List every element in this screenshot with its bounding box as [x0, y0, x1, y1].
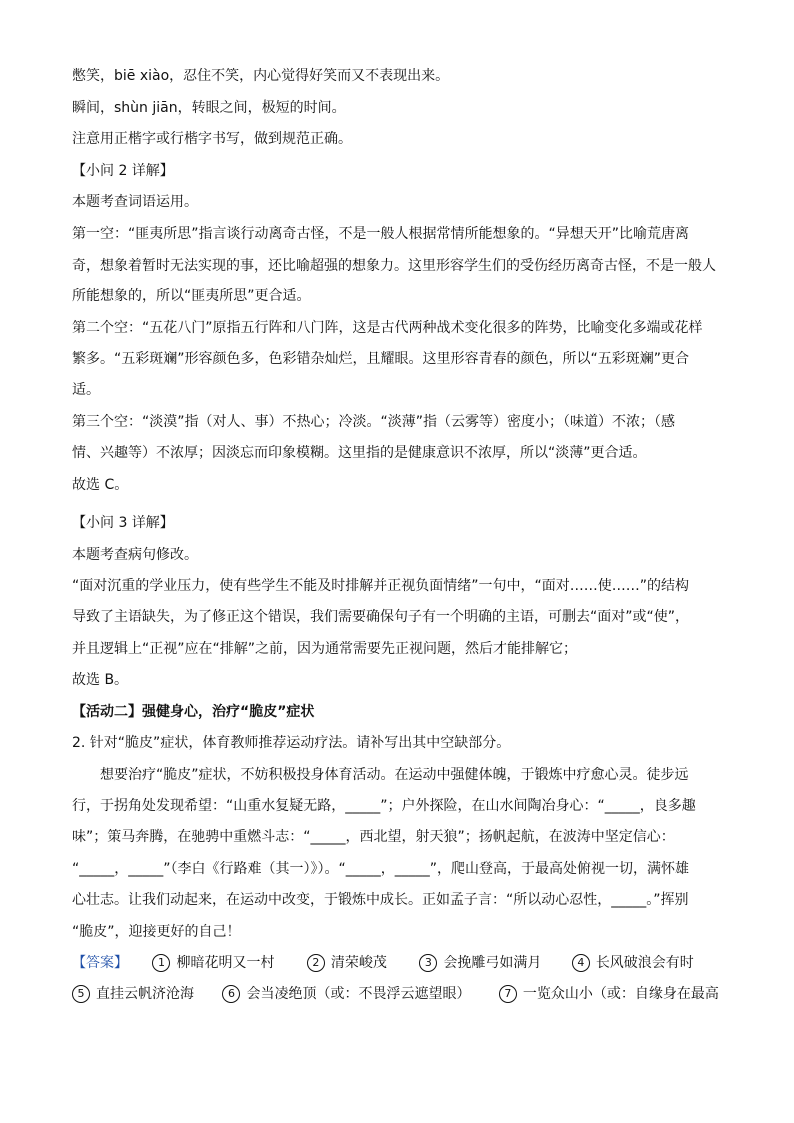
- text-line: 适。: [72, 382, 100, 398]
- text-line: 故选 B。: [72, 672, 129, 688]
- text-line: 并且逻辑上“正视”应在“排解”之前，因为通常需要先正视问题，然后才能排解它；: [72, 641, 578, 657]
- text-line: 第一空：“匪夷所思”指言谈行动离奇古怪，不是一般人根据常情所能想象的。“异想天开”比喻荒唐离: [72, 226, 690, 242]
- answer-item: [419, 953, 541, 973]
- text-line: 故选 C。: [72, 477, 129, 493]
- text-line: 导致了主语缺失，为了修正这个错误，我们需要确保句子有一个明确的主语，可删去“面对”或“使”，: [72, 609, 690, 625]
- circled-number: 6: [222, 985, 240, 1003]
- text-line: 想要治疗“脆皮”症状，不妨积极投身体育活动。在运动中强健体魄，于锻炼中疗愈心灵。徒步远: [100, 767, 689, 783]
- answer-item: [152, 953, 274, 973]
- answer-text: 一览众山小（或：自缘身在最高: [522, 986, 719, 1002]
- text-line: “_____，_____”（李白《行路难（其一）》）。“_____，_____”，爬山登高，于最高处俯视一切，满怀雄: [72, 861, 690, 877]
- answer-item: [307, 953, 387, 973]
- answer-row-2: [72, 984, 719, 1004]
- answer-text: 会挽雕弓如满月: [443, 955, 542, 971]
- text-line: 本题考查病句修改。: [72, 547, 198, 563]
- section-heading: 【小问 2 详解】: [72, 163, 174, 179]
- circled-number: 3: [419, 954, 437, 972]
- text-line: 味”；策马奔腾，在驰骋中重燃斗志：“_____，西北望，射天狼”；扬帆起航，在波涛中坚定信心：: [72, 829, 675, 845]
- circled-number: 2: [307, 954, 325, 972]
- answer-row-1: [72, 953, 694, 973]
- answer-text: 直挂云帆济沧海: [96, 986, 194, 1002]
- text-line: 所能想象的，所以“匪夷所思”更合适。: [72, 288, 311, 304]
- text-line: 第二个空：“五花八门”原指五行阵和八门阵，这是古代两种战术变化很多的阵势，比喻变化多端或花样: [72, 320, 703, 336]
- answer-label: 【答案】: [72, 955, 128, 971]
- text-line: 情、兴趣等）不浓厚；因淡忘而印象模糊。这里指的是健康意识不浓厚，所以“淡薄”更合适。: [72, 445, 647, 461]
- answer-text: 柳暗花明又一村: [176, 955, 275, 971]
- text-line: 奇，想象着暂时无法实现的事，还比喻超强的想象力。这里形容学生们的受伤经历离奇古怪，不是一般人: [72, 258, 716, 274]
- text-line: 第三个空：“淡漠”指（对人、事）不热心；冷淡。“淡薄”指（云雾等）密度小；（味道）不浓；（感: [72, 414, 676, 430]
- text-line: 繁多。“五彩斑斓”形容颜色多，色彩错杂灿烂，且耀眼。这里形容青春的颜色，所以“五彩斑斓”更合: [72, 351, 690, 367]
- circled-number: 1: [152, 954, 170, 972]
- text-line: 憋笑，biē xiào，忍住不笑，内心觉得好笑而又不表现出来。: [72, 68, 450, 84]
- text-line: 行，于拐角处发现希望：“山重水复疑无路，_____”；户外探险，在山水间陶冶身心：“_____，良多趣: [72, 798, 696, 814]
- activity-title: 【活动二】强健身心，治疗“脆皮”症状: [72, 704, 315, 720]
- answer-item: [222, 984, 470, 1004]
- section-heading: 【小问 3 详解】: [72, 515, 174, 531]
- text-line: “脆皮”，迎接更好的自己！: [72, 924, 241, 940]
- circled-number: 5: [72, 985, 90, 1003]
- answer-text: 长风破浪会有时: [595, 955, 694, 971]
- answer-item: [499, 984, 719, 1004]
- answer-item: [572, 953, 694, 973]
- text-line: 注意用正楷字或行楷字书写，做到规范正确。: [72, 131, 352, 147]
- circled-number: 7: [499, 985, 517, 1003]
- text-line: 瞬间，shùn jiān，转眼之间，极短的时间。: [72, 100, 346, 116]
- circled-number: 4: [572, 954, 590, 972]
- question-prompt: 2. 针对“脆皮”症状，体育教师推荐运动疗法。请补写出其中空缺部分。: [72, 735, 511, 751]
- answer-item: [72, 984, 194, 1004]
- text-line: 心壮志。让我们动起来，在运动中改变，于锻炼中成长。正如孟子言：“所以动心忍性，_____。”挥别: [72, 892, 689, 908]
- text-line: 本题考查词语运用。: [72, 194, 198, 210]
- answer-text: 会当凌绝顶（或：不畏浮云遮望眼）: [246, 986, 471, 1002]
- text-line: “面对沉重的学业压力，使有些学生不能及时排解并正视负面情绪”一句中，“面对……使……”的结构: [72, 578, 690, 594]
- answer-text: 清荣峻茂: [330, 955, 387, 971]
